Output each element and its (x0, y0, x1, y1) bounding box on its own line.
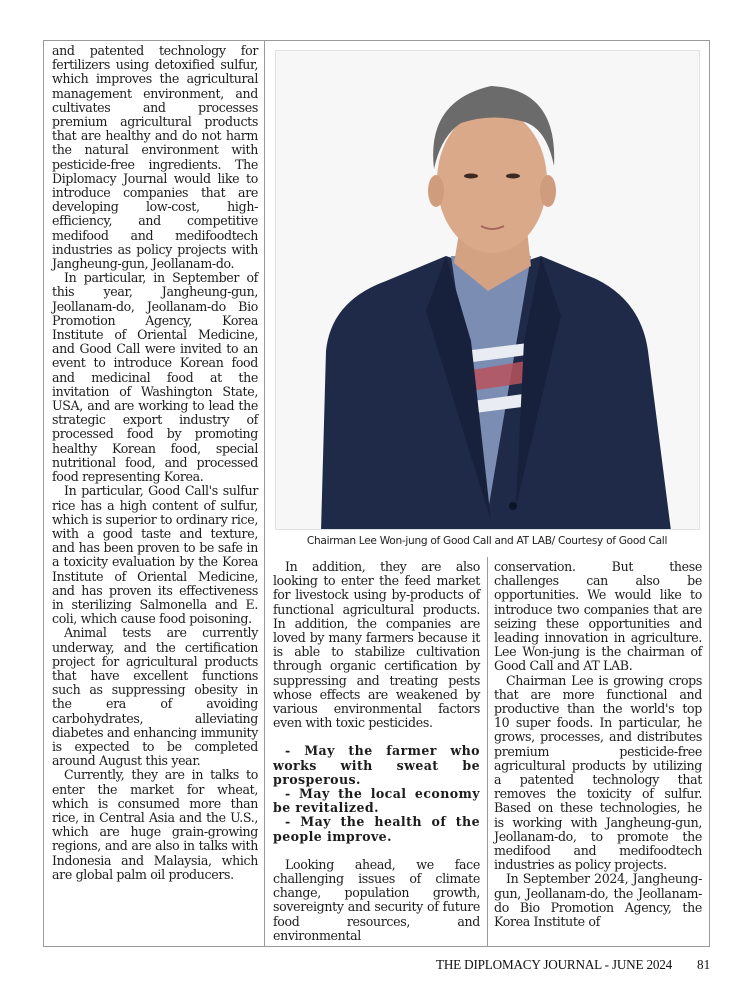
column-divider (487, 557, 488, 947)
wish-item: - May the health of the people improve. (273, 814, 480, 844)
publication-footer: THE DIPLOMACY JOURNAL - JUNE 2024 (436, 957, 673, 972)
paragraph: In September 2024, Jangheung-gun, Jeollanam-do, the Jeollanam-do Bio Promotion Agency, the Korea Institute of (494, 871, 702, 930)
portrait-photo (275, 50, 700, 530)
wish-item: - May the farmer who works with sweat be prosperous. (273, 743, 480, 787)
paragraph: and patented technology for fertilizers using detoxified sulfur, which improves the agricultural management environment, and cultivates and processes premium agricultural products that are healthy and do not harm the natural environment with pesticide-free ingredients. The Diplomacy Journal would like to introduce companies that are developing low-cost, high-efficiency, and competitive medifood and medifoodtech industries as policy projects with Jangheung-gun, Jeollanam-do. (52, 43, 258, 272)
paragraph: In particular, in September of this year, Jangheung-gun, Jeollanam-do, Jeollanam-do Bio Promotion Agency, Korea Institute of Oriental Medicine, and Good Call were invited to an event to introduce Korean food and medicinal food at the invitation of Washington State, USA, and are working to lead the strategic export industry of processed food by promoting healthy Korean food, special nutritional food, and processed food representing Korea. (52, 270, 258, 485)
article-column-3 (494, 560, 702, 929)
paragraph: Chairman Lee is growing crops that are more functional and productive than the world's top 10 super foods. In particular, he grows, processes, and distributes premium pesticide-free agricultural products by utilizing a patented technology that removes the toxicity of sulfur. Based on these technologies, he is working with Jangheung-gun, Jeollanam-do, to promote the medifood and medifoodtech industries as policy projects. (494, 672, 702, 873)
paragraph: conservation. But these challenges can also be opportunities. We would like to introduce two companies that are seizing these opportunities and leading innovation in agriculture. Lee Won-jung is the chairman of Good Call and AT LAB. (494, 559, 702, 674)
face (437, 109, 547, 253)
photo-caption: Chairman Lee Won-jung of Good Call and AT LAB/ Courtesy of Good Call (306, 535, 668, 547)
paragraph: In particular, Good Call's sulfur rice has a high content of sulfur, which is superior to ordinary rice, with a good taste and texture, and has been proven to be safe in a toxicity evaluation by the Korea Institute of Oriental Medicine, and has proven its effectiveness in sterilizing Salmonella and E. coli, which cause food poisoning. (52, 483, 258, 627)
wishes-list (273, 744, 480, 843)
column-divider (264, 40, 265, 947)
wish-item: - May the local economy be revitalized. (273, 786, 480, 816)
paragraph: In addition, they are also looking to enter the feed market for livestock using by-products of functional agricultural products. In addition, the companies are loved by many farmers because it is able to stabilize cultivation through organic certification by suppressing and treating pests whose effects are weakened by various environmental factors even with toxic pesticides. (273, 559, 480, 731)
page-number: 81 (697, 957, 711, 972)
paragraph: Animal tests are currently underway, and the certification project for agricultural products that have excellent functions such as suppressing obesity in the era of avoiding carbohydrates, alleviating diabetes and enhancing immunity is expected to be completed around August this year. (52, 625, 258, 769)
article-column-2 (273, 560, 480, 943)
article-column-1 (52, 44, 258, 882)
paragraph: Looking ahead, we face challenging issues of climate change, population growth, sovereignty and security of future food resources, and environmental (273, 856, 480, 943)
portrait-illustration (276, 51, 700, 530)
paragraph: Currently, they are in talks to enter the market for wheat, which is consumed more than rice, in Central Asia and the U.S., which are huge grain-growing regions, and are also in talks with Indonesia and Malaysia, which are global palm oil producers. (52, 767, 258, 882)
